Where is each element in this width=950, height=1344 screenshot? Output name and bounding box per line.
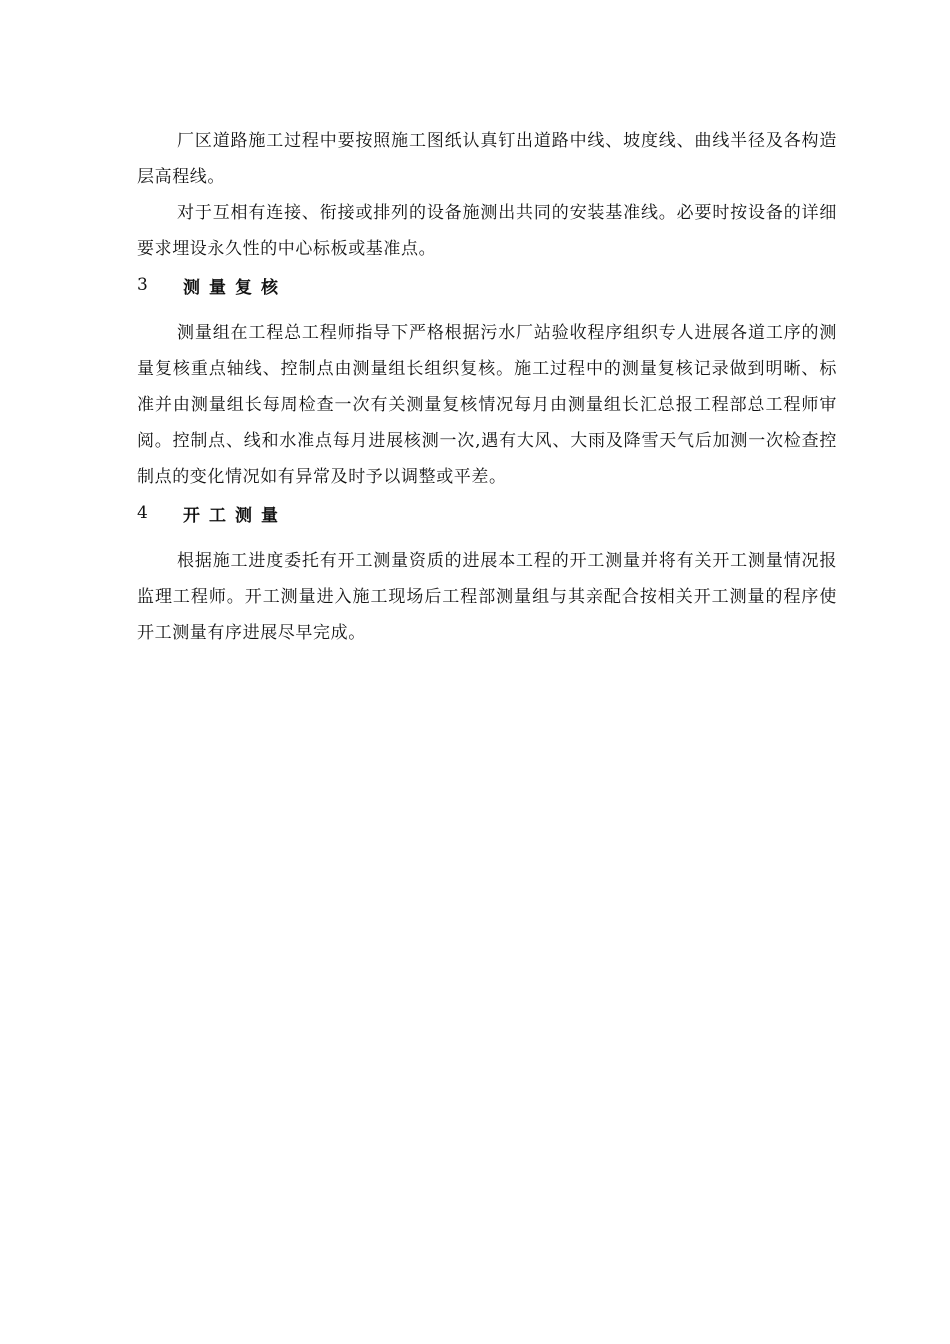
section-3-body: 测量组在工程总工程师指导下严格根据污水厂站验收程序组织专人进展各道工序的测量复核重点轴线、控制点由测量组长组织复核。施工过程中的测量复核记录做到明晰、标准并由测量组长每周检查一次有关测量复核情况每月由测量组长汇总报工程部总工程师审阅。控制点、线和水准点每月进展核测一次,遇有大风、大雨及降雪天气后加测一次检查控制点的变化情况如有异常及时予以调整或平差。 [137,323,837,487]
intro-paragraph-equipment: 对于互相有连接、衔接或排列的设备施测出共同的安装基准线。必要时按设备的详细要求埋设永久性的中心标板或基准点。 [137,203,837,259]
section-number: 3 [137,275,148,295]
section-4-body: 根据施工进度委托有开工测量资质的进展本工程的开工测量并将有关开工测量情况报监理工程师。开工测量进入施工现场后工程部测量组与其亲配合按相关开工测量的程序使开工测量有序进展尽早完成。 [137,551,837,643]
section-title: 测量复核 [183,277,287,298]
section-number: 4 [137,503,148,523]
section-title: 开工测量 [183,505,287,526]
section-heading-4 [137,495,837,531]
document-content [137,123,837,651]
section-heading-3 [137,267,837,303]
intro-paragraph-road: 厂区道路施工过程中要按照施工图纸认真钉出道路中线、坡度线、曲线半径及各构造层高程线。 [137,131,837,187]
